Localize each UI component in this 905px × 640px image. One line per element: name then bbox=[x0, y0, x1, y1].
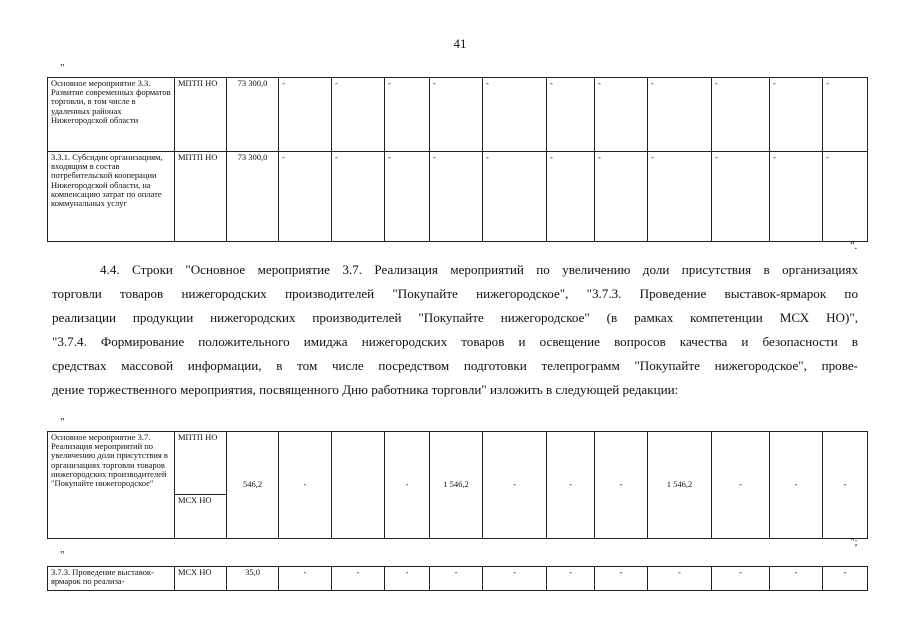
row-name: Основное мероприятие 3.7. Реализация мероприятий по увеличению доли присутствия в организациях торговли товаров нижегородских производителей "Покупайте нижегородское" bbox=[48, 432, 175, 539]
budget-table-1 bbox=[47, 77, 868, 242]
open-quote-2: " bbox=[60, 416, 65, 428]
cell: - bbox=[712, 78, 770, 152]
row-org: МПТП НО bbox=[175, 78, 227, 152]
cell: - bbox=[823, 78, 868, 152]
cell: - bbox=[430, 567, 483, 591]
cell: - bbox=[547, 567, 595, 591]
cell: - bbox=[547, 432, 595, 539]
cell: - bbox=[483, 78, 547, 152]
cell: - bbox=[547, 152, 595, 242]
close-quote-1: ". bbox=[850, 240, 858, 252]
cell: - bbox=[483, 432, 547, 539]
row-org: МСХ НО bbox=[175, 567, 227, 591]
cell: - bbox=[595, 432, 648, 539]
cell: - bbox=[823, 432, 868, 539]
paragraph-line: средствах массовой информации, в том числе посредством подготовки телепрограмм "Покупайте нижегородское", прове- bbox=[52, 358, 858, 373]
cell: - bbox=[595, 567, 648, 591]
amendment-paragraph bbox=[52, 258, 858, 402]
paragraph-line: торговли товаров нижегородских производителей "Покупайте нижегородское", "3.7.3. Проведение выставок-ярмарок по bbox=[52, 286, 858, 301]
row-value: 546,2 bbox=[227, 432, 279, 539]
cell: - bbox=[823, 567, 868, 591]
cell: - bbox=[385, 432, 430, 539]
row-name: 3.3.1. Субсидии организациям, входящим в состав потребительской кооперации Нижегородской области, на компенсацию затрат по оплате коммунальных услуг bbox=[48, 152, 175, 242]
cell bbox=[332, 432, 385, 539]
cell: - bbox=[332, 78, 385, 152]
cell: - bbox=[770, 152, 823, 242]
cell: - bbox=[279, 152, 332, 242]
cell: - bbox=[648, 78, 712, 152]
budget-table-3 bbox=[47, 566, 868, 591]
cell: - bbox=[648, 152, 712, 242]
row-value: 35,0 bbox=[227, 567, 279, 591]
row-org: МСХ НО bbox=[175, 495, 227, 539]
cell: - bbox=[430, 78, 483, 152]
cell: - bbox=[648, 567, 712, 591]
cell: - bbox=[332, 567, 385, 591]
cell: - bbox=[595, 152, 648, 242]
close-quote-2: "; bbox=[850, 536, 858, 548]
cell: - bbox=[712, 432, 770, 539]
cell: - bbox=[385, 152, 430, 242]
cell: - bbox=[279, 567, 332, 591]
open-quote-3: " bbox=[60, 549, 65, 561]
cell: - bbox=[770, 78, 823, 152]
row-name: 3.7.3. Проведение выставок-ярмарок по реализа- bbox=[48, 567, 175, 591]
cell: - bbox=[712, 567, 770, 591]
cell: - bbox=[483, 152, 547, 242]
cell: 1 546,2 bbox=[648, 432, 712, 539]
cell: - bbox=[279, 432, 332, 539]
row-value: 73 300,0 bbox=[227, 152, 279, 242]
cell: - bbox=[332, 152, 385, 242]
cell: - bbox=[823, 152, 868, 242]
paragraph-line: "3.7.4. Формирование положительного имиджа нижегородских товаров и освещение вопросов качества и безопасности в bbox=[52, 334, 858, 349]
row-org: МПТП НО bbox=[175, 432, 227, 495]
row-org: МПТП НО bbox=[175, 152, 227, 242]
cell: - bbox=[483, 567, 547, 591]
paragraph-line: реализации продукции нижегородских производителей "Покупайте нижегородское" (в рамках компетенции МСХ НО)", bbox=[52, 310, 858, 325]
paragraph-line: дение торжественного мероприятия, посвященного Дню работника торговли" изложить в следующей редакции: bbox=[52, 382, 679, 397]
open-quote: " bbox=[60, 62, 65, 74]
page-number: 41 bbox=[453, 36, 467, 51]
budget-table-2 bbox=[47, 431, 868, 539]
cell: - bbox=[770, 432, 823, 539]
table-row bbox=[48, 78, 868, 152]
row-value: 73 300,0 bbox=[227, 78, 279, 152]
cell: 1 546,2 bbox=[430, 432, 483, 539]
cell: - bbox=[385, 78, 430, 152]
paragraph-line: 4.4. Строки "Основное мероприятие 3.7. Реализация мероприятий по увеличению доли присутствия в организациях bbox=[100, 262, 858, 277]
cell: - bbox=[770, 567, 823, 591]
cell: - bbox=[595, 78, 648, 152]
row-name: Основное мероприятие 3.3. Развитие современных форматов торговли, в том числе в удаленных районах Нижегородской области bbox=[48, 78, 175, 152]
cell: - bbox=[279, 78, 332, 152]
cell: - bbox=[430, 152, 483, 242]
cell: - bbox=[385, 567, 430, 591]
table-row bbox=[48, 152, 868, 242]
cell: - bbox=[547, 78, 595, 152]
cell: - bbox=[712, 152, 770, 242]
